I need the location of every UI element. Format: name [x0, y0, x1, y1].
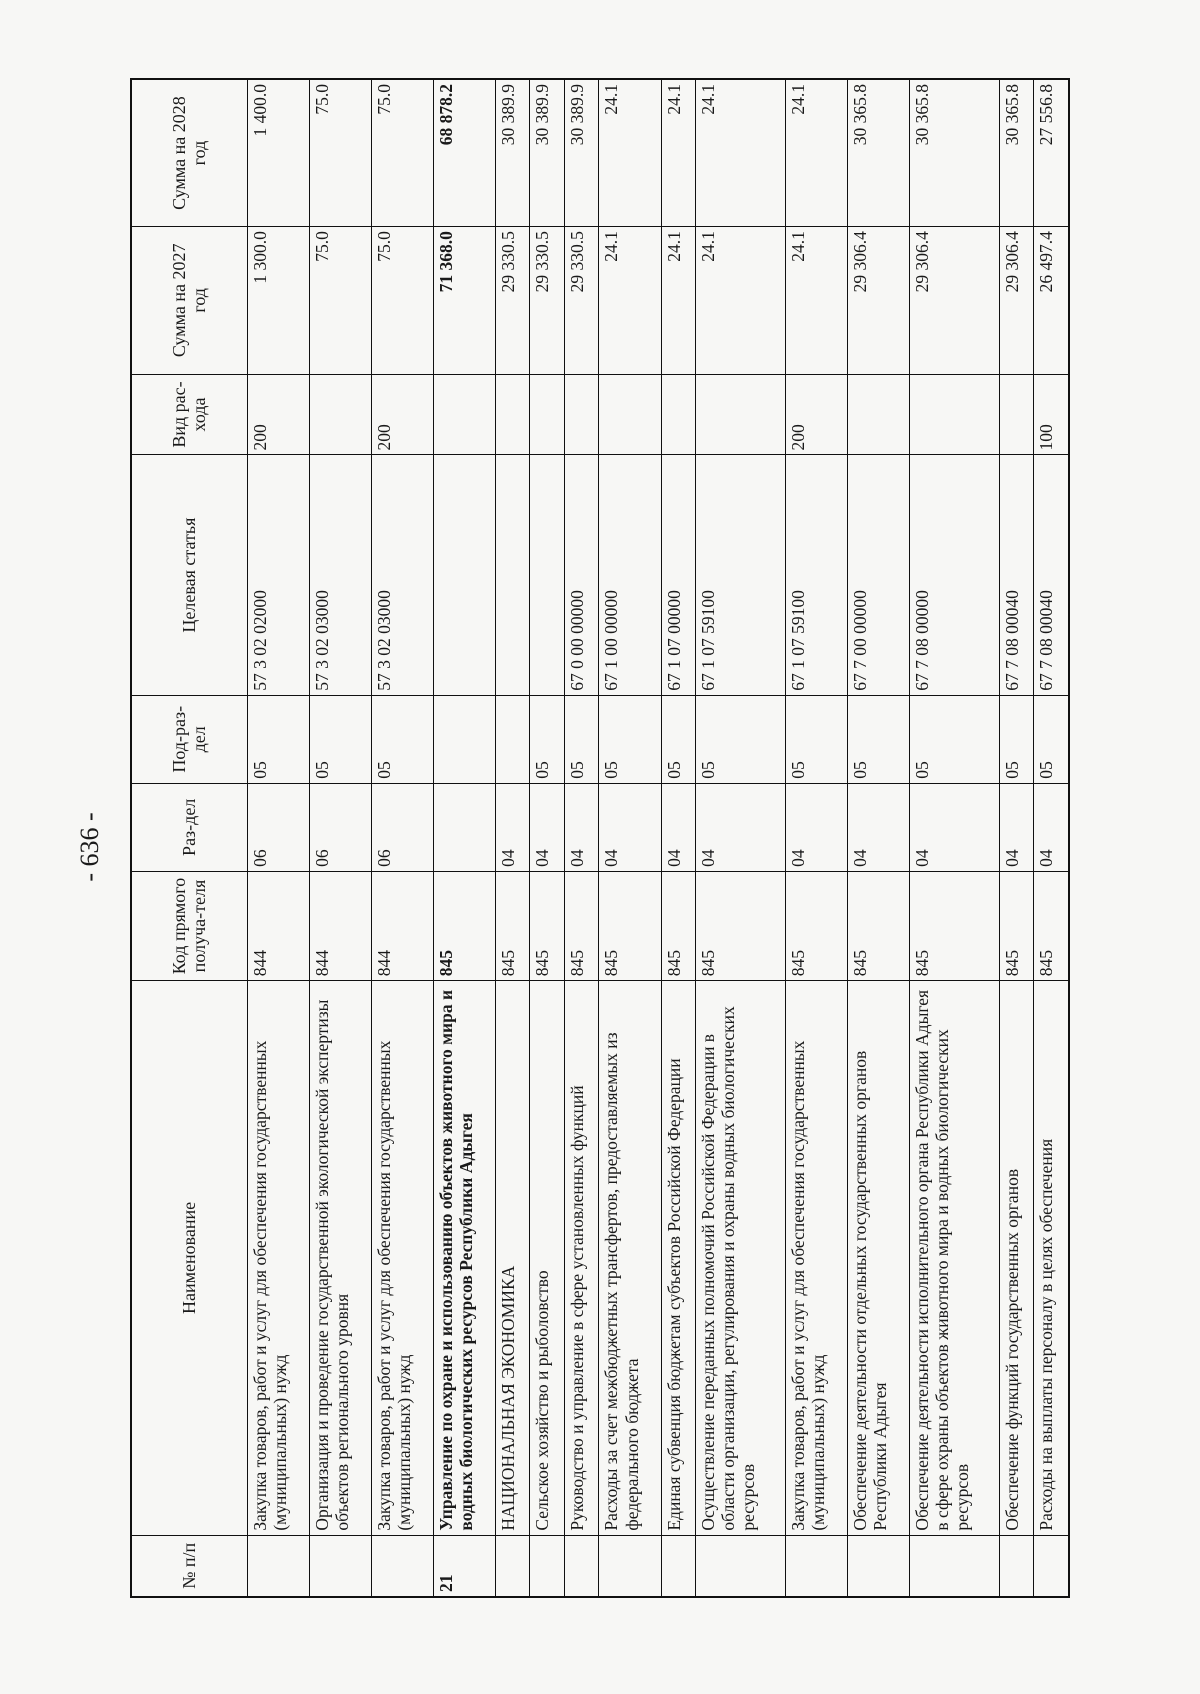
cell-expense-type: 200 — [247, 374, 309, 455]
cell-name: НАЦИОНАЛЬНАЯ ЭКОНОМИКА — [495, 981, 529, 1535]
table-row — [309, 79, 371, 1597]
cell-target-article — [433, 455, 495, 695]
cell-expense-type — [599, 374, 661, 455]
cell-sum-2028: 24.1 — [695, 79, 785, 227]
cell-section: 04 — [1034, 783, 1069, 871]
cell-sum-2028: 30 389.9 — [530, 79, 564, 227]
cell-sum-2027: 1 300.0 — [247, 227, 309, 375]
cell-subsection: 05 — [247, 695, 309, 783]
header-sum-2027: Сумма на 2027 год — [131, 227, 247, 375]
table-row — [909, 79, 999, 1597]
cell-recipient-code: 845 — [564, 871, 598, 980]
header-name: Наименование — [131, 981, 247, 1535]
cell-subsection: 05 — [371, 695, 433, 783]
table-row — [999, 79, 1033, 1597]
cell-section — [433, 783, 495, 871]
cell-num — [495, 1535, 529, 1597]
cell-subsection: 05 — [661, 695, 695, 783]
cell-section: 06 — [247, 783, 309, 871]
cell-target-article: 57 3 02 03000 — [371, 455, 433, 695]
cell-sum-2028: 24.1 — [661, 79, 695, 227]
cell-expense-type: 200 — [371, 374, 433, 455]
cell-sum-2028: 24.1 — [599, 79, 661, 227]
cell-section: 04 — [530, 783, 564, 871]
cell-sum-2028: 24.1 — [785, 79, 847, 227]
cell-subsection: 05 — [695, 695, 785, 783]
cell-num — [564, 1535, 598, 1597]
cell-recipient-code: 845 — [433, 871, 495, 980]
cell-sum-2027: 29 330.5 — [530, 227, 564, 375]
cell-section: 04 — [564, 783, 598, 871]
cell-target-article: 67 1 07 59100 — [695, 455, 785, 695]
cell-target-article: 67 1 07 00000 — [661, 455, 695, 695]
cell-name: Обеспечение деятельности отдельных государственных органов Республики Адыгея — [847, 981, 909, 1535]
cell-num — [1034, 1535, 1069, 1597]
cell-num — [661, 1535, 695, 1597]
cell-recipient-code: 845 — [847, 871, 909, 980]
cell-name: Обеспечение функций государственных органов — [999, 981, 1033, 1535]
cell-sum-2027: 29 330.5 — [564, 227, 598, 375]
cell-section: 04 — [695, 783, 785, 871]
cell-sum-2027: 24.1 — [599, 227, 661, 375]
cell-recipient-code: 845 — [1034, 871, 1069, 980]
cell-name: Управление по охране и использованию объектов животного мира и водных биологических ресурсов Республики Адыгея — [433, 981, 495, 1535]
cell-subsection — [495, 695, 529, 783]
cell-subsection: 05 — [847, 695, 909, 783]
cell-sum-2027: 26 497.4 — [1034, 227, 1069, 375]
cell-expense-type — [433, 374, 495, 455]
cell-section: 06 — [371, 783, 433, 871]
cell-sum-2028: 30 365.8 — [909, 79, 999, 227]
cell-name: Закупка товаров, работ и услуг для обеспечения государственных (муниципальных) нужд — [785, 981, 847, 1535]
cell-num: 21 — [433, 1535, 495, 1597]
cell-sum-2027: 29 306.4 — [847, 227, 909, 375]
cell-target-article: 57 3 02 03000 — [309, 455, 371, 695]
cell-num — [309, 1535, 371, 1597]
cell-num — [847, 1535, 909, 1597]
cell-sum-2027: 75.0 — [371, 227, 433, 375]
table-row — [599, 79, 661, 1597]
cell-section: 04 — [999, 783, 1033, 871]
cell-sum-2028: 27 556.8 — [1034, 79, 1069, 227]
cell-name: Расходы на выплаты персоналу в целях обеспечения — [1034, 981, 1069, 1535]
cell-subsection: 05 — [309, 695, 371, 783]
cell-recipient-code: 844 — [247, 871, 309, 980]
header-section: Раз-дел — [131, 783, 247, 871]
header-sum-2028: Сумма на 2028 год — [131, 79, 247, 227]
cell-name: Руководство и управление в сфере установленных функций — [564, 981, 598, 1535]
table-body — [247, 79, 1069, 1597]
cell-target-article: 67 1 07 59100 — [785, 455, 847, 695]
cell-subsection: 05 — [599, 695, 661, 783]
cell-target-article: 67 1 00 00000 — [599, 455, 661, 695]
cell-sum-2028: 75.0 — [309, 79, 371, 227]
cell-sum-2027: 24.1 — [661, 227, 695, 375]
cell-expense-type: 200 — [785, 374, 847, 455]
table-row — [371, 79, 433, 1597]
cell-name: Закупка товаров, работ и услуг для обеспечения государственных (муниципальных) нужд — [247, 981, 309, 1535]
cell-name: Единая субвенция бюджетам субъектов Российской Федерации — [661, 981, 695, 1535]
cell-target-article: 67 7 08 00040 — [999, 455, 1033, 695]
cell-num — [785, 1535, 847, 1597]
cell-subsection: 05 — [564, 695, 598, 783]
cell-sum-2027: 71 368.0 — [433, 227, 495, 375]
cell-section: 04 — [847, 783, 909, 871]
cell-recipient-code: 845 — [999, 871, 1033, 980]
cell-section: 04 — [661, 783, 695, 871]
cell-name: Осуществление переданных полномочий Российской Федерации в области организации, регулирования и охраны водных биологических ресурсов — [695, 981, 785, 1535]
cell-target-article: 67 7 08 00040 — [1034, 455, 1069, 695]
cell-sum-2028: 30 365.8 — [999, 79, 1033, 227]
cell-section: 04 — [785, 783, 847, 871]
cell-expense-type: 100 — [1034, 374, 1069, 455]
cell-sum-2028: 30 389.9 — [564, 79, 598, 227]
cell-subsection: 05 — [909, 695, 999, 783]
cell-expense-type — [661, 374, 695, 455]
page-number: - 636 - — [75, 812, 104, 882]
cell-target-article: 67 7 00 00000 — [847, 455, 909, 695]
header-target-article: Целевая статья — [131, 455, 247, 695]
cell-subsection: 05 — [785, 695, 847, 783]
cell-expense-type — [530, 374, 564, 455]
rotated-table-container — [130, 78, 1070, 1598]
cell-sum-2027: 29 330.5 — [495, 227, 529, 375]
budget-table — [130, 78, 1070, 1598]
cell-sum-2028: 75.0 — [371, 79, 433, 227]
cell-recipient-code: 845 — [530, 871, 564, 980]
cell-sum-2028: 68 878.2 — [433, 79, 495, 227]
cell-name: Обеспечение деятельности исполнительного органа Республики Адыгея в сфере охраны объектов животного мира и водных биологических ресурсов — [909, 981, 999, 1535]
cell-num — [371, 1535, 433, 1597]
cell-expense-type — [999, 374, 1033, 455]
cell-name: Организация и проведение государственной экологической экспертизы объектов регионального уровня — [309, 981, 371, 1535]
header-num: № п/п — [131, 1535, 247, 1597]
cell-recipient-code: 845 — [661, 871, 695, 980]
table-row — [1034, 79, 1069, 1597]
cell-section: 06 — [309, 783, 371, 871]
cell-recipient-code: 844 — [371, 871, 433, 980]
cell-recipient-code: 845 — [695, 871, 785, 980]
cell-subsection: 05 — [999, 695, 1033, 783]
cell-section: 04 — [599, 783, 661, 871]
table-row — [695, 79, 785, 1597]
cell-num — [695, 1535, 785, 1597]
cell-num — [247, 1535, 309, 1597]
cell-sum-2027: 24.1 — [785, 227, 847, 375]
cell-section: 04 — [495, 783, 529, 871]
header-recipient-code: Код прямого получа-теля — [131, 871, 247, 980]
cell-name: Расходы за счет межбюджетных трансфертов, предоставляемых из федерального бюджета — [599, 981, 661, 1535]
table-row — [661, 79, 695, 1597]
cell-expense-type — [909, 374, 999, 455]
cell-expense-type — [564, 374, 598, 455]
cell-num — [909, 1535, 999, 1597]
cell-num — [599, 1535, 661, 1597]
cell-sum-2027: 24.1 — [695, 227, 785, 375]
header-expense-type: Вид рас-хода — [131, 374, 247, 455]
cell-recipient-code: 845 — [495, 871, 529, 980]
cell-recipient-code: 844 — [309, 871, 371, 980]
cell-sum-2028: 30 389.9 — [495, 79, 529, 227]
cell-recipient-code: 845 — [785, 871, 847, 980]
cell-sum-2027: 75.0 — [309, 227, 371, 375]
table-header-row — [131, 79, 247, 1597]
cell-recipient-code: 845 — [909, 871, 999, 980]
table-row — [530, 79, 564, 1597]
cell-num — [999, 1535, 1033, 1597]
cell-subsection: 05 — [530, 695, 564, 783]
cell-subsection — [433, 695, 495, 783]
cell-expense-type — [695, 374, 785, 455]
table-row — [785, 79, 847, 1597]
header-subsection: Под-раз-дел — [131, 695, 247, 783]
cell-expense-type — [847, 374, 909, 455]
cell-expense-type — [495, 374, 529, 455]
cell-expense-type — [309, 374, 371, 455]
cell-section: 04 — [909, 783, 999, 871]
cell-recipient-code: 845 — [599, 871, 661, 980]
cell-target-article: 67 0 00 00000 — [564, 455, 598, 695]
cell-sum-2027: 29 306.4 — [909, 227, 999, 375]
table-row — [564, 79, 598, 1597]
cell-sum-2028: 30 365.8 — [847, 79, 909, 227]
cell-sum-2027: 29 306.4 — [999, 227, 1033, 375]
cell-subsection: 05 — [1034, 695, 1069, 783]
cell-target-article — [495, 455, 529, 695]
cell-target-article: 67 7 08 00000 — [909, 455, 999, 695]
table-row — [247, 79, 309, 1597]
cell-num — [530, 1535, 564, 1597]
cell-sum-2028: 1 400.0 — [247, 79, 309, 227]
table-row — [847, 79, 909, 1597]
table-row — [495, 79, 529, 1597]
cell-name: Закупка товаров, работ и услуг для обеспечения государственных (муниципальных) нужд — [371, 981, 433, 1535]
cell-name: Сельское хозяйство и рыболовство — [530, 981, 564, 1535]
table-row — [433, 79, 495, 1597]
cell-target-article: 57 3 02 02000 — [247, 455, 309, 695]
cell-target-article — [530, 455, 564, 695]
